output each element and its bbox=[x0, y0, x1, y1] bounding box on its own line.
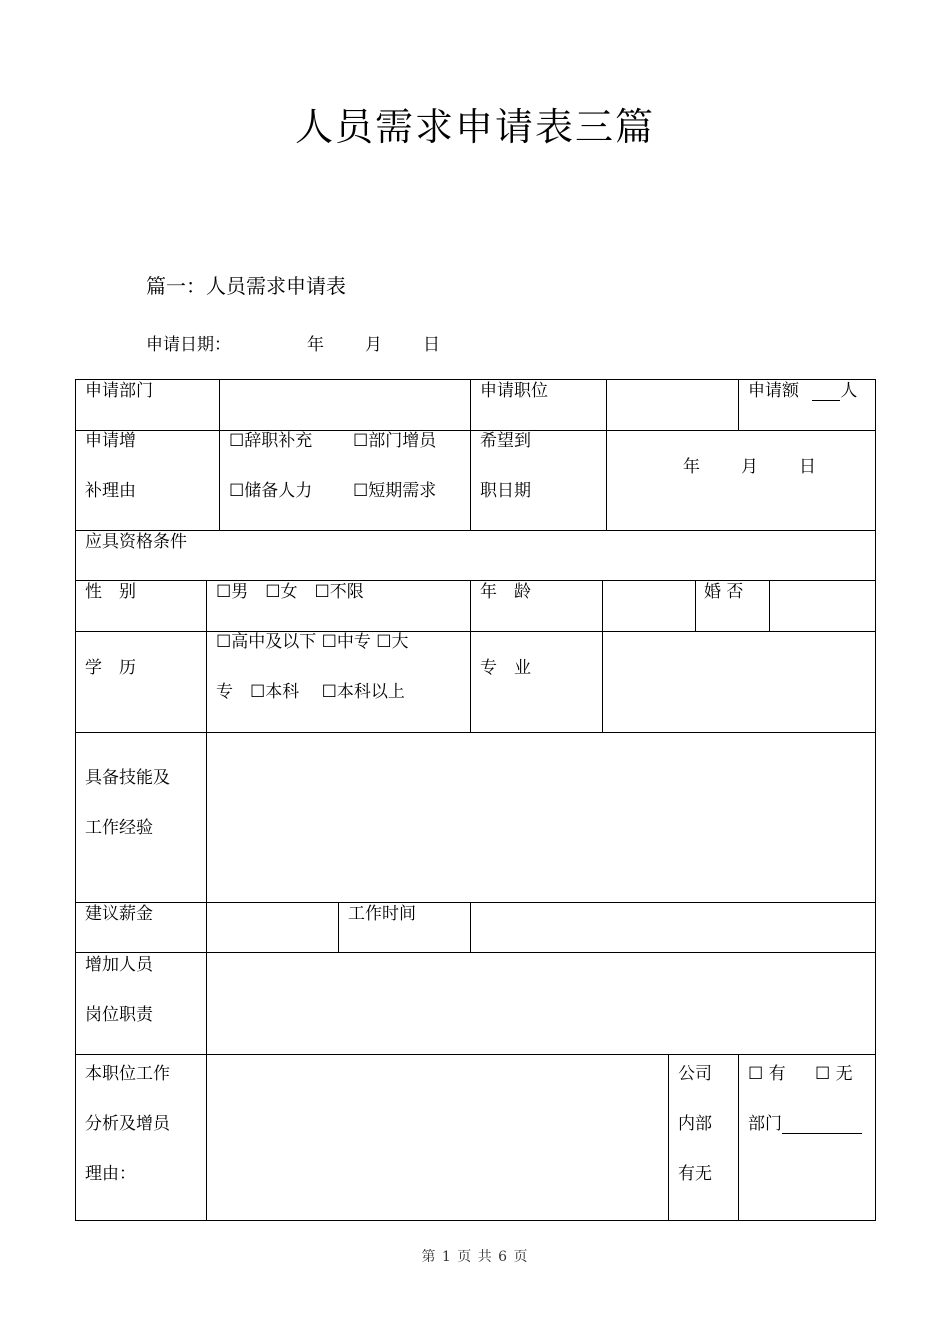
worktime-label: 工作时间 bbox=[348, 904, 416, 924]
reason-label-line2: 补理由 bbox=[85, 481, 136, 501]
internal-dept-field bbox=[748, 1114, 862, 1134]
internal-yes-option[interactable]: ☐ 有 bbox=[748, 1064, 786, 1084]
page-footer: 第 1 页 共 6 页 bbox=[421, 1249, 529, 1265]
quota-label-text: 申请额 bbox=[748, 381, 799, 401]
reason-option-resignation[interactable]: ☐辞职补充 bbox=[229, 431, 313, 451]
col-divider bbox=[769, 580, 770, 631]
gender-options[interactable]: ☐男 ☐女 ☐不限 bbox=[216, 582, 364, 602]
reason-label-line1: 申请增 bbox=[85, 431, 136, 451]
hope-date-day: 日 bbox=[799, 457, 816, 477]
col-divider bbox=[738, 379, 739, 430]
internal-dept-blank[interactable] bbox=[782, 1115, 862, 1134]
reason-option-dept-increase[interactable]: ☐部门增员 bbox=[353, 431, 437, 451]
col-divider bbox=[470, 580, 471, 732]
col-divider bbox=[602, 580, 603, 732]
section-title: 篇一：人员需求申请表 bbox=[146, 274, 346, 298]
analysis-label-line1: 本职位工作 bbox=[85, 1064, 170, 1084]
hope-date-label-line1: 希望到 bbox=[480, 431, 531, 451]
age-label: 年 龄 bbox=[480, 582, 531, 602]
apply-date-day: 日 bbox=[423, 335, 440, 355]
hope-date-month: 月 bbox=[741, 457, 758, 477]
internal-no-option[interactable]: ☐ 无 bbox=[815, 1064, 853, 1084]
apply-date-label: 申请日期： bbox=[146, 335, 231, 355]
col-divider bbox=[470, 379, 471, 530]
hope-date-label-line2: 职日期 bbox=[480, 481, 531, 501]
internal-dept-label: 部门 bbox=[748, 1114, 782, 1134]
hope-date-year: 年 bbox=[683, 457, 700, 477]
qualification-label: 应具资格条件 bbox=[85, 532, 187, 552]
internal-label-line1: 公司 bbox=[678, 1064, 712, 1084]
duty-label-line1: 增加人员 bbox=[85, 955, 153, 975]
col-divider bbox=[206, 732, 207, 1221]
col-divider bbox=[219, 379, 220, 530]
analysis-label-line2: 分析及增员 bbox=[85, 1114, 170, 1134]
col-divider bbox=[338, 902, 339, 952]
apply-date-year: 年 bbox=[307, 335, 324, 355]
col-divider bbox=[470, 902, 471, 952]
row-divider bbox=[75, 580, 876, 581]
duty-label-line2: 岗位职责 bbox=[85, 1005, 153, 1025]
dept-label: 申请部门 bbox=[85, 381, 153, 401]
reason-option-reserve[interactable]: ☐储备人力 bbox=[229, 481, 313, 501]
form-border-left bbox=[75, 379, 76, 1221]
form-border-top bbox=[75, 379, 876, 380]
document-title: 人员需求申请表三篇 bbox=[294, 105, 655, 149]
row-divider bbox=[75, 530, 876, 531]
row-divider bbox=[75, 732, 876, 733]
education-label: 学 历 bbox=[85, 658, 136, 678]
education-options-line2[interactable]: 专 ☐本科 ☐本科以上 bbox=[216, 682, 405, 702]
row-divider bbox=[75, 952, 876, 953]
internal-label-line2: 内部 bbox=[678, 1114, 712, 1134]
row-divider bbox=[75, 430, 876, 431]
major-label: 专 业 bbox=[480, 658, 531, 678]
row-divider bbox=[75, 631, 876, 632]
skills-label-line1: 具备技能及 bbox=[85, 768, 170, 788]
salary-label: 建议薪金 bbox=[85, 904, 153, 924]
form-border-bottom bbox=[75, 1220, 876, 1221]
internal-label-line3: 有无 bbox=[678, 1164, 712, 1184]
application-form bbox=[75, 379, 876, 1221]
col-divider bbox=[738, 1054, 739, 1221]
quota-label bbox=[748, 381, 857, 401]
education-options-line1[interactable]: ☐高中及以下 ☐中专 ☐大 bbox=[216, 632, 409, 652]
col-divider bbox=[206, 580, 207, 732]
col-divider bbox=[606, 379, 607, 530]
marriage-label: 婚 否 bbox=[704, 582, 744, 602]
position-label: 申请职位 bbox=[480, 381, 548, 401]
form-border-right bbox=[875, 379, 876, 1221]
quota-blank[interactable] bbox=[812, 382, 840, 401]
reason-option-short-term[interactable]: ☐短期需求 bbox=[353, 481, 437, 501]
apply-date-month: 月 bbox=[365, 335, 382, 355]
quota-unit: 人 bbox=[840, 381, 858, 401]
row-divider bbox=[75, 902, 876, 903]
col-divider bbox=[695, 580, 696, 631]
row-divider bbox=[75, 1054, 876, 1055]
col-divider bbox=[668, 1054, 669, 1221]
skills-label-line2: 工作经验 bbox=[85, 818, 153, 838]
analysis-label-line3: 理由： bbox=[85, 1164, 136, 1184]
gender-label: 性 别 bbox=[85, 582, 136, 602]
